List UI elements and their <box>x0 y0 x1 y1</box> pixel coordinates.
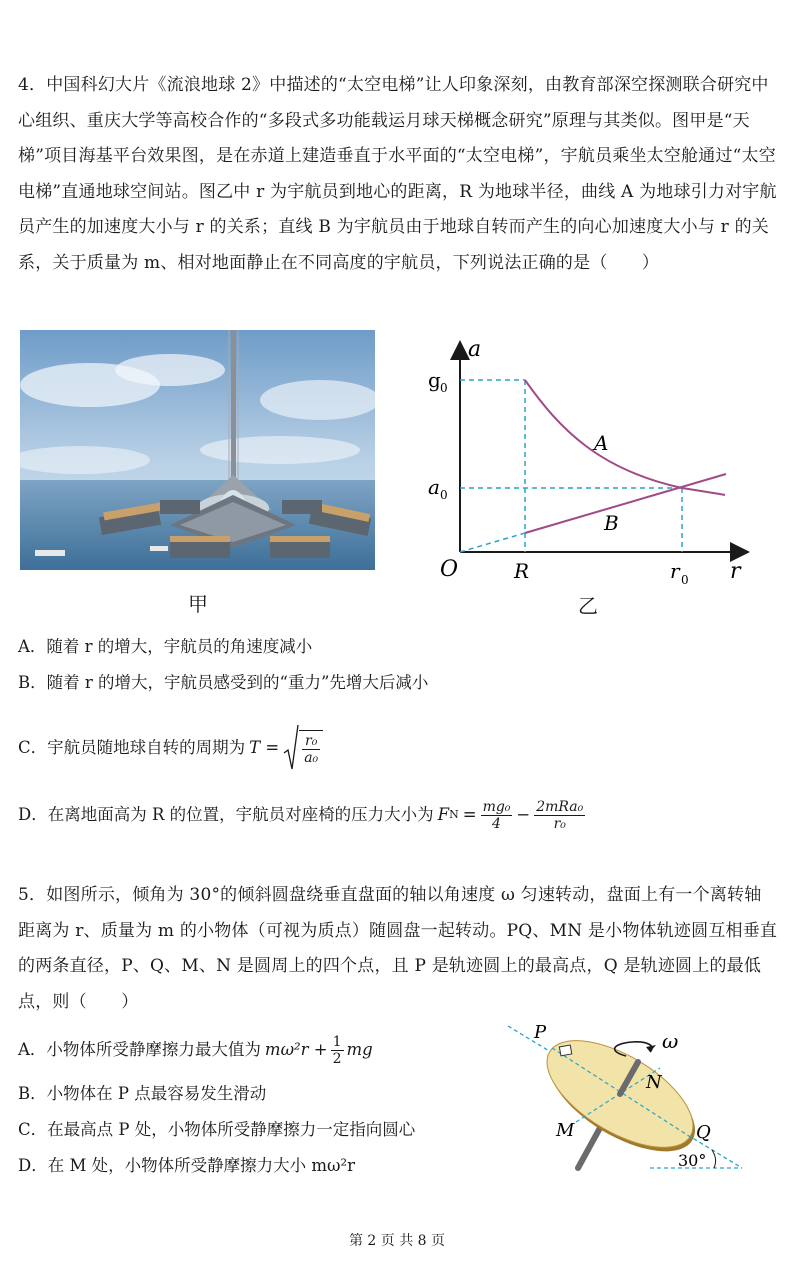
x-axis-label: r <box>730 559 741 584</box>
q5-option-a <box>18 1030 373 1070</box>
q4-option-d-text: D．在离地面高为 R 的位置，宇航员对座椅的压力大小为 <box>18 805 434 824</box>
q5-stem-text: ．如图所示，倾角为 30°的倾斜圆盘绕垂直盘面的轴以角速度 ω 匀速转动，盘面上有一个离转轴距离为 r、质量为 m 的小物体（可视为质点）随圆盘一起转动。PQ、MN 是小物体轨迹圆互相垂直的两条直径，P、Q、M、N 是圆周上的四个点，且 P 是轨迹圆上的最高点，Q 是轨迹圆上的最低点，则（ ） <box>18 885 778 1012</box>
minus-sign: − <box>516 805 531 824</box>
label-P: P <box>534 1022 547 1043</box>
q5-option-d: D．在 M 处，小物体所受静摩擦力大小 mω²r <box>18 1156 355 1175</box>
label-Q: Q <box>696 1122 711 1143</box>
label-N: N <box>646 1072 662 1093</box>
a0-label: a <box>428 475 440 499</box>
curve-A <box>525 380 725 495</box>
q5-number: 5 <box>18 885 30 905</box>
d-numerator-2: 2mRa₀ <box>536 798 584 815</box>
angle-arc <box>712 1150 716 1168</box>
R-label: R <box>514 559 530 583</box>
sqrt-numerator: r₀ <box>302 733 320 750</box>
q5-option-a-text: A．小物体所受静摩擦力最大值为 <box>18 1040 261 1059</box>
q5-option-b: B．小物体在 P 点最容易发生滑动 <box>18 1084 267 1103</box>
q4-option-c-lhs: T = <box>249 738 280 757</box>
q5-option-a-expr1: mω²r + <box>264 1040 328 1059</box>
q5-stem <box>18 878 778 1020</box>
half-denominator: 2 <box>332 1050 342 1067</box>
d-numerator-1: mg₀ <box>482 798 511 815</box>
half-numerator: 1 <box>332 1033 342 1050</box>
y-axis-label: a <box>468 337 482 362</box>
a0-sub: 0 <box>440 488 448 502</box>
q5-option-c: C．在最高点 P 处，小物体所受静摩擦力一定指向圆心 <box>18 1120 416 1139</box>
g0-label: g <box>428 368 441 392</box>
d-denominator-2: r₀ <box>553 815 566 832</box>
inclined-disk-figure <box>500 1018 760 1178</box>
force-subscript: N <box>449 808 459 821</box>
q4-stem <box>18 68 778 281</box>
label-omega: ω <box>662 1029 679 1053</box>
acceleration-graph <box>420 330 760 595</box>
small-object <box>559 1045 571 1056</box>
sqrt-sign-icon <box>283 723 299 773</box>
force-symbol: F <box>437 805 450 824</box>
r0-label: r <box>670 559 680 583</box>
g0-sub: 0 <box>440 381 448 395</box>
equals-sign: = <box>462 805 477 824</box>
sqrt-denominator: a₀ <box>304 750 319 766</box>
q4-option-c-text: C．宇航员随地球自转的周期为 <box>18 738 246 757</box>
q4-stem-text: ．中国科幻大片《流浪地球 2》中描述的“太空电梯”让人印象深刻，由教育部深空探测联合研究中心组织、重庆大学等高校合作的“多段式多功能载运月球天梯概念研究”原理与其类似。图甲是“天梯”项目海基平台效果图，是在赤道上建造垂直于水平面的“太空电梯”，宇航员乘坐太空舱通过“太空电梯”直通地球空间站。图乙中 r 为宇航员到地心的距离，R 为地球半径，曲线 A 为地球引力对宇航员产生的加速度大小与 r 的关系；直线 B 为宇航员由于地球自转而产生的向心加速度大小与 r 的关系，关于质量为 m、相对地面静止在不同高度的宇航员，下列说法正确的是（ ） <box>18 75 777 273</box>
q5-option-a-expr2: mg <box>346 1040 373 1059</box>
B-extension <box>460 533 525 552</box>
d-denominator-1: 4 <box>492 815 501 832</box>
q4-option-a: A．随着 r 的增大，宇航员的角速度减小 <box>18 637 313 656</box>
q4-option-b: B．随着 r 的增大，宇航员感受到的“重力”先增大后减小 <box>18 673 429 692</box>
q4-number: 4 <box>18 75 30 95</box>
caption-yi: 乙 <box>578 594 598 618</box>
origin-label: O <box>440 557 459 582</box>
r0-sub: 0 <box>681 573 689 587</box>
rotation-arrow-icon <box>615 1042 652 1056</box>
sqrt-expression <box>283 723 323 773</box>
page-footer: 第 2 页 共 8 页 <box>348 1233 446 1249</box>
sea-platform-image <box>20 330 375 570</box>
curve-A-label: A <box>594 431 609 455</box>
line-B-label: B <box>604 511 619 535</box>
q4-option-c <box>18 718 323 778</box>
caption-jia: 甲 <box>188 592 208 616</box>
line-B <box>525 474 726 533</box>
label-angle: 30° <box>678 1151 707 1170</box>
q4-option-d <box>18 790 585 840</box>
label-M: M <box>556 1120 575 1141</box>
